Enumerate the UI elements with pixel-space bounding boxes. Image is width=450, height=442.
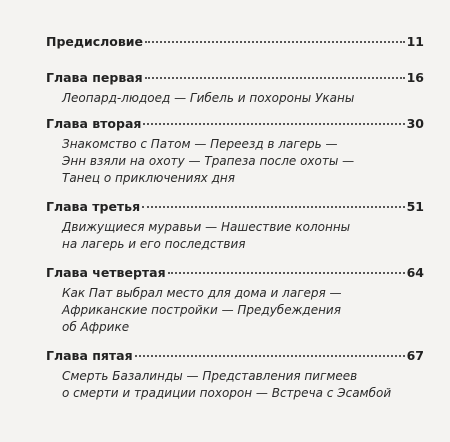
dot-leader bbox=[135, 355, 405, 357]
toc-subentry-line: Танец о приключениях дня bbox=[62, 171, 235, 185]
toc-page-number: 51 bbox=[406, 199, 424, 214]
toc-page-number: 64 bbox=[406, 265, 424, 280]
toc-subentry-line: Смерть Базалинды — Представления пигмеев bbox=[62, 369, 358, 383]
dot-leader bbox=[145, 41, 405, 43]
dot-leader bbox=[142, 206, 404, 208]
toc-subentries bbox=[62, 368, 422, 402]
toc-page-number: 11 bbox=[406, 34, 424, 49]
toc-heading bbox=[46, 199, 424, 215]
toc-entry-preface bbox=[46, 34, 424, 50]
dot-leader bbox=[168, 272, 405, 274]
toc-heading-title: Глава пятая bbox=[46, 348, 133, 363]
toc-subentries bbox=[62, 136, 422, 187]
toc-entry-chapter-1 bbox=[46, 70, 424, 107]
toc-heading bbox=[46, 116, 424, 132]
toc-page-number: 67 bbox=[406, 348, 424, 363]
toc-subentry-line: на лагерь и его последствия bbox=[62, 237, 246, 251]
toc-entry-chapter-3 bbox=[46, 199, 424, 253]
toc-heading-title: Глава третья bbox=[46, 199, 141, 214]
toc-heading bbox=[46, 265, 424, 281]
toc-heading bbox=[46, 34, 424, 50]
toc-subentry-line: об Африке bbox=[62, 320, 130, 334]
toc-entry-chapter-4 bbox=[46, 265, 424, 336]
toc-subentries bbox=[62, 285, 422, 336]
toc-subentry-line: Движущиеся муравьи — Нашествие колонны bbox=[62, 220, 351, 234]
toc-heading-title: Глава первая bbox=[46, 70, 143, 85]
toc-page-number: 16 bbox=[406, 70, 424, 85]
toc-subentry-line: Как Пат выбрал место для дома и лагеря — bbox=[62, 286, 342, 300]
dot-leader bbox=[143, 123, 404, 125]
toc-entry-chapter-2 bbox=[46, 116, 424, 187]
toc-heading-title: Предисловие bbox=[46, 34, 144, 49]
toc-heading bbox=[46, 348, 424, 364]
dot-leader bbox=[145, 77, 405, 79]
toc-subentries bbox=[62, 90, 422, 107]
toc-heading-title: Глава четвертая bbox=[46, 265, 166, 280]
toc-page-number: 30 bbox=[406, 116, 424, 131]
toc-heading bbox=[46, 70, 424, 86]
toc-heading-title: Глава вторая bbox=[46, 116, 142, 131]
toc-subentry-line: Энн взяли на охоту — Трапеза после охоты — bbox=[62, 154, 355, 168]
toc-subentries bbox=[62, 219, 422, 253]
toc-entry-chapter-5 bbox=[46, 348, 424, 402]
toc-subentry-line: о смерти и традиции похорон — Встреча с Эсамбой bbox=[62, 386, 392, 400]
toc-subentry-line: Знакомство с Патом — Переезд в лагерь — bbox=[62, 137, 338, 151]
toc-subentry-line: Африканские постройки — Предубеждения bbox=[62, 303, 341, 317]
toc-subentry-line: Леопард-людоед — Гибель и похороны Уканы bbox=[62, 91, 355, 105]
